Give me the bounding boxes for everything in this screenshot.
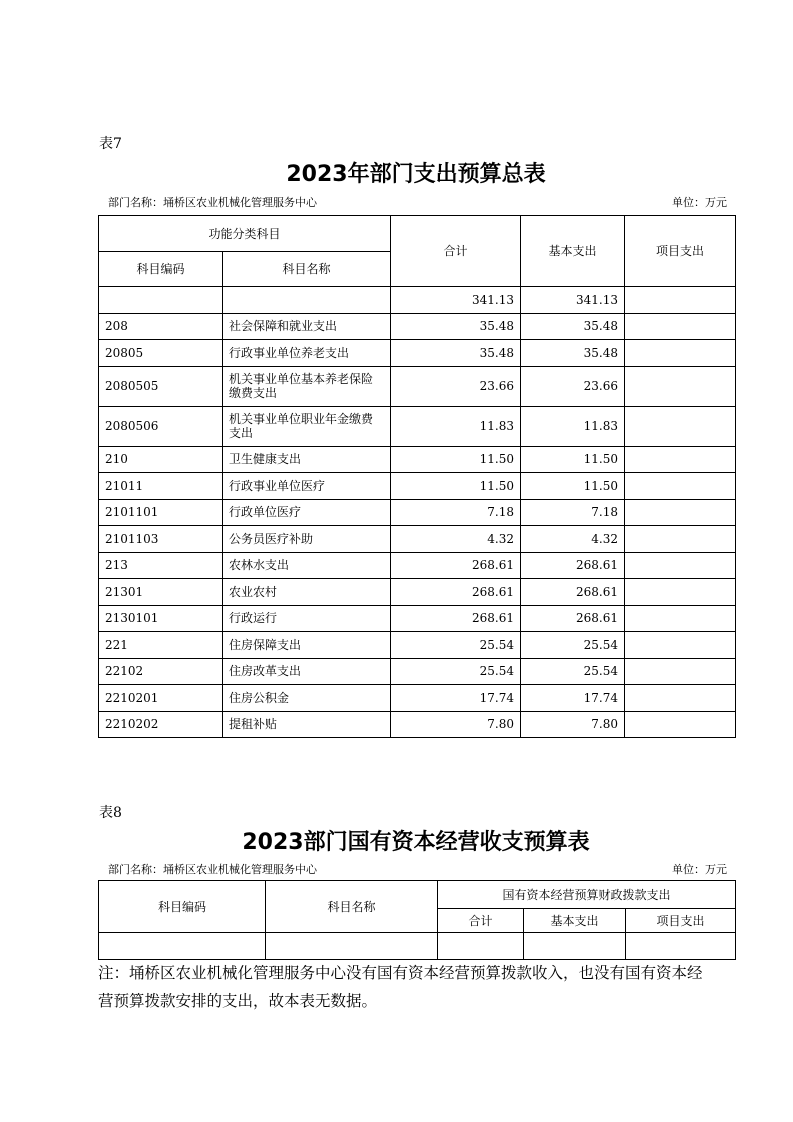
table7-cell-name: 行政单位医疗 <box>223 499 391 526</box>
table7-cell-basic: 11.83 <box>521 406 625 446</box>
table7-cell-project <box>625 632 736 659</box>
table7-cell-total: 11.83 <box>391 406 521 446</box>
table-row <box>99 711 736 738</box>
table7-cell-total: 7.18 <box>391 499 521 526</box>
table8-dept: 部门名称：埇桥区农业机械化管理服务中心 <box>108 863 317 876</box>
table7-cell-code: 2080506 <box>99 406 223 446</box>
table7-cell-project <box>625 313 736 340</box>
table7-cell-project <box>625 552 736 579</box>
table7-cell-project <box>625 287 736 314</box>
table7-cell-total: 11.50 <box>391 446 521 473</box>
table7-dept: 部门名称：埇桥区农业机械化管理服务中心 <box>108 196 317 209</box>
table7-cell-code <box>99 287 223 314</box>
table7-cell-project <box>625 406 736 446</box>
table-row <box>99 406 736 446</box>
table8-cell <box>438 933 524 960</box>
table8-header-code: 科目编码 <box>99 881 266 933</box>
table7-cell-name: 社会保障和就业支出 <box>223 313 391 340</box>
table-row <box>99 473 736 500</box>
table7-cell-total: 268.61 <box>391 552 521 579</box>
table7-cell-total: 35.48 <box>391 340 521 367</box>
table7-cell-basic: 17.74 <box>521 685 625 712</box>
table7-cell-code: 2130101 <box>99 605 223 632</box>
table8-empty-row <box>99 933 736 960</box>
table7 <box>98 215 736 738</box>
table-row <box>99 446 736 473</box>
table-row <box>99 340 736 367</box>
table7-cell-name: 行政事业单位医疗 <box>223 473 391 500</box>
table7-cell-name: 机关事业单位职业年金缴费支出 <box>223 406 391 446</box>
table7-cell-project <box>625 499 736 526</box>
table8-header-total: 合计 <box>438 909 524 933</box>
table8-header-name: 科目名称 <box>266 881 438 933</box>
table7-cell-code: 2210201 <box>99 685 223 712</box>
table7-cell-name: 住房改革支出 <box>223 658 391 685</box>
table8-label: 表8 <box>99 805 122 821</box>
table7-cell-basic: 25.54 <box>521 658 625 685</box>
table7-cell-total: 341.13 <box>391 287 521 314</box>
table-row <box>99 605 736 632</box>
table8-cell <box>524 933 626 960</box>
table7-cell-name: 农业农村 <box>223 579 391 606</box>
table-row <box>99 313 736 340</box>
table7-cell-total: 25.54 <box>391 658 521 685</box>
table7-cell-code: 210 <box>99 446 223 473</box>
table-row <box>99 552 736 579</box>
table7-header-basic: 基本支出 <box>521 216 625 287</box>
table8-header-project: 项目支出 <box>626 909 736 933</box>
table8-unit: 单位：万元 <box>672 863 727 876</box>
table-row <box>99 685 736 712</box>
table7-cell-name: 农林水支出 <box>223 552 391 579</box>
table7-cell-code: 2080505 <box>99 366 223 406</box>
table7-cell-basic: 35.48 <box>521 340 625 367</box>
table7-cell-basic: 11.50 <box>521 446 625 473</box>
table7-cell-name: 机关事业单位基本养老保险缴费支出 <box>223 366 391 406</box>
table7-cell-code: 208 <box>99 313 223 340</box>
table7-cell-name <box>223 287 391 314</box>
table7-cell-total: 35.48 <box>391 313 521 340</box>
table8-cell <box>99 933 266 960</box>
table8 <box>98 880 736 960</box>
table7-header-code: 科目编码 <box>99 252 223 287</box>
table7-cell-project <box>625 340 736 367</box>
table7-cell-project <box>625 473 736 500</box>
table7-cell-project <box>625 526 736 553</box>
table7-header-total: 合计 <box>391 216 521 287</box>
table8-header-basic: 基本支出 <box>524 909 626 933</box>
table7-header-project: 项目支出 <box>625 216 736 287</box>
table-row <box>99 632 736 659</box>
table7-cell-basic: 4.32 <box>521 526 625 553</box>
table-row <box>99 658 736 685</box>
table7-cell-total: 25.54 <box>391 632 521 659</box>
table7-cell-code: 2210202 <box>99 711 223 738</box>
table7-cell-basic: 25.54 <box>521 632 625 659</box>
table7-cell-project <box>625 446 736 473</box>
table7-cell-basic: 23.66 <box>521 366 625 406</box>
table7-cell-project <box>625 366 736 406</box>
table7-cell-basic: 35.48 <box>521 313 625 340</box>
table7-cell-project <box>625 658 736 685</box>
table7-cell-name: 住房保障支出 <box>223 632 391 659</box>
table7-cell-name: 公务员医疗补助 <box>223 526 391 553</box>
table7-cell-total: 23.66 <box>391 366 521 406</box>
table8-title: 2023部门国有资本经营收支预算表 <box>242 830 590 855</box>
table-row <box>99 366 736 406</box>
table7-cell-total: 4.32 <box>391 526 521 553</box>
table7-label: 表7 <box>99 136 122 152</box>
table7-cell-name: 行政事业单位养老支出 <box>223 340 391 367</box>
table7-cell-code: 20805 <box>99 340 223 367</box>
table7-header-group: 功能分类科目 <box>99 216 391 252</box>
table8-cell <box>626 933 736 960</box>
table7-cell-basic: 268.61 <box>521 579 625 606</box>
table-row <box>99 579 736 606</box>
table7-cell-basic: 268.61 <box>521 605 625 632</box>
table-row <box>99 526 736 553</box>
table7-cell-basic: 341.13 <box>521 287 625 314</box>
table7-cell-total: 268.61 <box>391 605 521 632</box>
table7-cell-basic: 7.80 <box>521 711 625 738</box>
table7-cell-name: 住房公积金 <box>223 685 391 712</box>
table7-cell-code: 2101103 <box>99 526 223 553</box>
table7-cell-total: 11.50 <box>391 473 521 500</box>
table7-cell-basic: 268.61 <box>521 552 625 579</box>
table-row <box>99 287 736 314</box>
table7-cell-project <box>625 579 736 606</box>
table8-cell <box>266 933 438 960</box>
table7-header-name: 科目名称 <box>223 252 391 287</box>
table7-cell-total: 17.74 <box>391 685 521 712</box>
table7-title: 2023年部门支出预算总表 <box>286 162 546 187</box>
table7-unit: 单位：万元 <box>672 196 727 209</box>
table7-cell-total: 268.61 <box>391 579 521 606</box>
table7-cell-code: 213 <box>99 552 223 579</box>
table7-cell-project <box>625 711 736 738</box>
table7-cell-code: 221 <box>99 632 223 659</box>
table7-cell-total: 7.80 <box>391 711 521 738</box>
table8-header-group: 国有资本经营预算财政拨款支出 <box>438 881 736 909</box>
table7-cell-basic: 7.18 <box>521 499 625 526</box>
table7-cell-code: 22102 <box>99 658 223 685</box>
table-row <box>99 499 736 526</box>
table8-note: 注：埇桥区农业机械化管理服务中心没有国有资本经营预算拨款收入，也没有国有资本经营预算拨款安排的支出，故本表无数据。 <box>98 964 703 1010</box>
table7-cell-basic: 11.50 <box>521 473 625 500</box>
table7-cell-name: 提租补贴 <box>223 711 391 738</box>
table7-cell-code: 2101101 <box>99 499 223 526</box>
table7-cell-name: 卫生健康支出 <box>223 446 391 473</box>
table7-cell-code: 21301 <box>99 579 223 606</box>
table7-cell-name: 行政运行 <box>223 605 391 632</box>
table7-cell-project <box>625 605 736 632</box>
table7-cell-project <box>625 685 736 712</box>
table7-cell-code: 21011 <box>99 473 223 500</box>
